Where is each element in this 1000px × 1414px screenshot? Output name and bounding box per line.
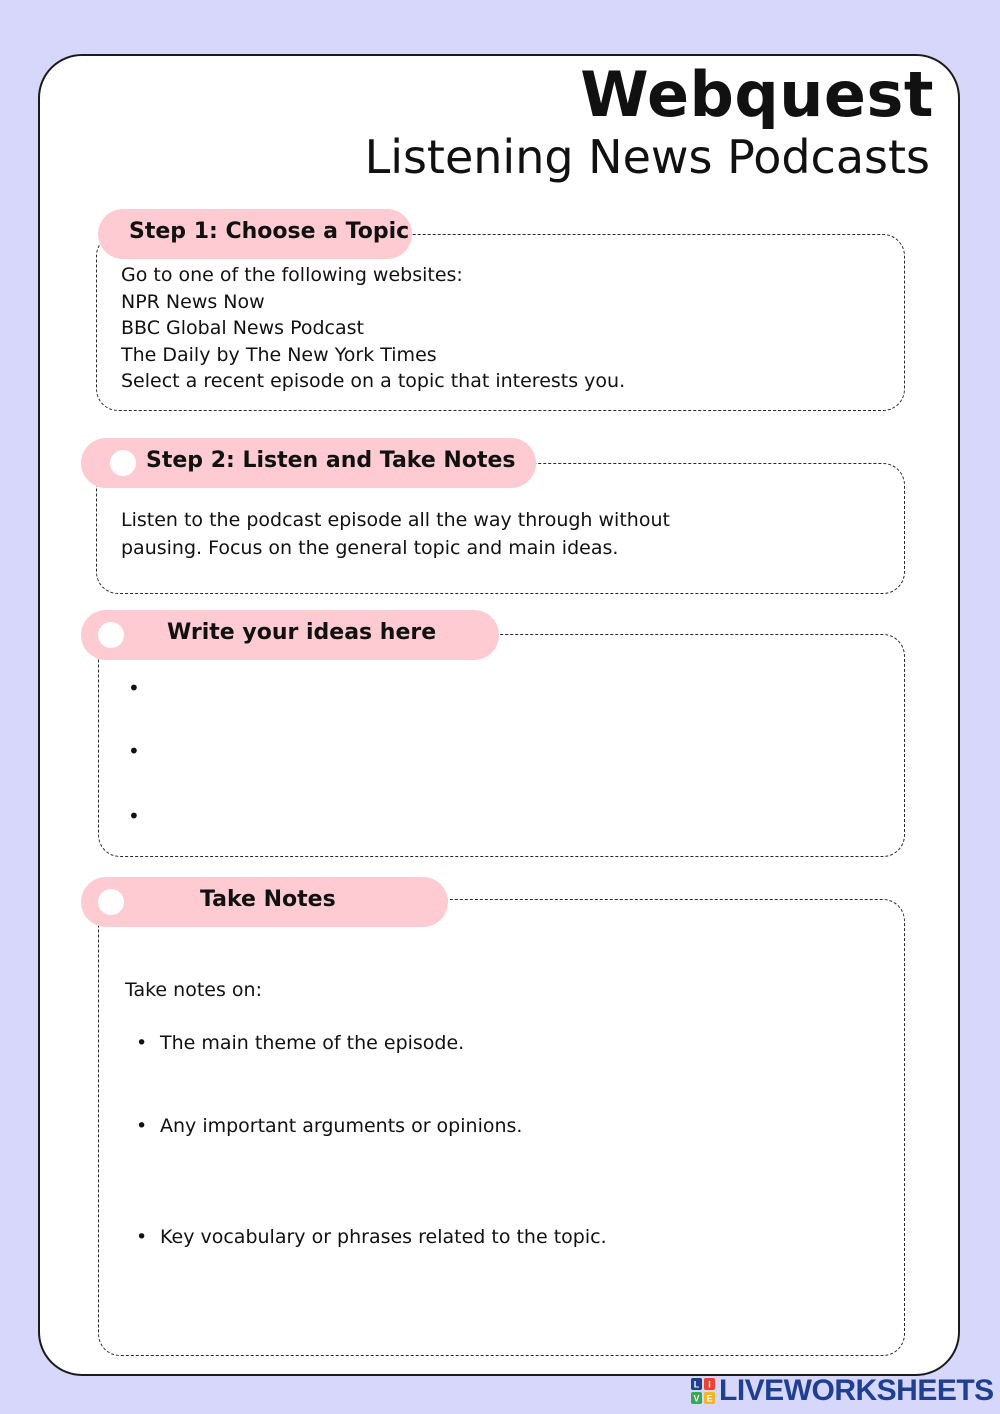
svg-text:I: I xyxy=(708,1379,711,1390)
step1-heading-pill xyxy=(98,209,412,259)
notes-intro: Take notes on: xyxy=(125,979,262,1001)
step1-line: BBC Global News Podcast xyxy=(121,317,364,339)
svg-text:L: L xyxy=(693,1379,700,1390)
liveworksheets-mark-icon xyxy=(691,1378,715,1404)
step2-line: Listen to the podcast episode all the way through without xyxy=(121,509,670,531)
pill-dot xyxy=(98,889,124,915)
list-item: • Any important arguments or opinions. xyxy=(160,1115,522,1137)
notes-heading: Take Notes xyxy=(200,887,336,912)
ideas-bullet: • xyxy=(128,739,140,763)
step2-heading-pill xyxy=(81,438,536,488)
pill-dot xyxy=(110,450,136,476)
page-title: Webquest xyxy=(580,58,934,131)
step1-line: Select a recent episode on a topic that interests you. xyxy=(121,370,626,392)
ideas-bullet: • xyxy=(128,676,140,700)
step1-line: NPR News Now xyxy=(121,290,265,313)
svg-text:V: V xyxy=(693,1393,700,1404)
liveworksheets-logo-text: LIVEWORKSHEETS xyxy=(719,1374,994,1407)
ideas-heading-pill xyxy=(81,610,499,660)
page-subtitle: Listening News Podcasts xyxy=(364,130,930,184)
step1-heading: Step 1: Choose a Topic xyxy=(129,219,410,244)
pill-dot xyxy=(98,622,124,648)
step1-line: Go to one of the following websites: xyxy=(121,264,463,286)
list-item: • Key vocabulary or phrases related to the topic. xyxy=(160,1226,607,1248)
step2-line: pausing. Focus on the general topic and main ideas. xyxy=(121,537,619,559)
notes-heading-pill xyxy=(81,877,448,927)
list-item: • The main theme of the episode. xyxy=(160,1032,464,1054)
ideas-box[interactable] xyxy=(98,634,905,857)
step2-text xyxy=(121,506,670,562)
ideas-heading: Write your ideas here xyxy=(167,620,437,645)
step1-text xyxy=(121,262,625,395)
svg-text:E: E xyxy=(706,1393,713,1404)
step2-heading: Step 2: Listen and Take Notes xyxy=(146,448,516,473)
liveworksheets-logo xyxy=(691,1374,994,1408)
ideas-bullet: • xyxy=(128,804,140,828)
step1-line: The Daily by The New York Times xyxy=(121,343,437,366)
